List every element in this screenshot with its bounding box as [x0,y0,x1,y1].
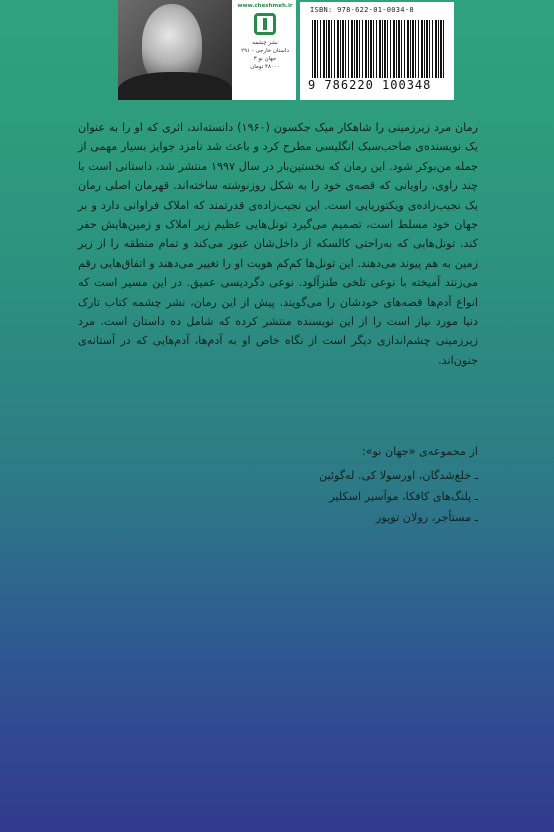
publisher-box [234,0,296,100]
barcode-box [300,2,454,100]
publisher-name: نشر چشمه [252,40,278,46]
series-list [78,445,478,528]
publisher-collection: جهانِ نو ۳ [253,56,277,62]
series-item: ـ پلنگ‌های کافکا، موآسیر اسکلیر [329,490,478,503]
author-shoulders [118,72,232,100]
publisher-logo-icon [254,13,276,35]
series-title: از مجموعه‌ی «جهان نو»: [361,445,478,458]
synopsis-text: رمان مرد زیرزمینی را شاهکار میک جکسون (۱۹۶۰) دانسته‌اند، اثری که او را به عنوان یک نویسنده‌ی صاحب‌سبک انگلیسی مطرح کرد و باعث شد نامزد جوایز بسیار مهمی از جمله من‌بوکر شود. این رمان که نخستین‌بار در سال ۱۹۹۷ منتشر شد، داستانی است با چند راوی، راویانی که قصه‌ی خود را به شکل روزنوشته ساخته‌اند. قهرمان اصلی رمان یک نجیب‌زاده‌ی ویکتوریایی است. این نجیب‌زاده‌ی قدرتمند که املاک فراوانی دارد و بر جهان خود مسلط است، تصمیم می‌گیرد تونل‌هایی عظیم زیر املاک و زمین‌هایش حفر کند. تونل‌هایی که به‌راحتی کالسکه از داخل‌شان عبور می‌کند و تمام منطقه را از زیر زمین به هم پیوند می‌دهند. این تونل‌ها کم‌کم هویت او را تغییر می‌دهند و اتفاق‌هایی رقم می‌زنند آمیخته با نوعی تلخی طنزآلود. نوعی دگردیسی عمیق. در این مسیر است که انواع آدم‌ها قصه‌های خودشان را می‌گویند. پیش از این رمان، نشر چشمه کتاب تارک دنیا مورد نیاز است را از این نویسنده منتشر کرده که شامل ده داستان است. مرد زیرزمینی چشم‌اندازی دیگر است از نگاه خاص او به آدم‌ها، آدم‌هایی که در آستانه‌ی جنون‌اند. [78,121,478,367]
series-item: ـ خلع‌شدگان، اورسولا کی. له‌گوئین [318,469,478,482]
author-photo [118,0,234,100]
series-item: ـ مستأجر، رولان توپور [376,511,478,524]
isbn-text: ISBN: 978-622-01-0034-8 [310,6,414,14]
barcode-number: 9 786220 100348 [308,78,432,92]
price-label: ۴۸۰۰۰ تومان [250,64,280,70]
barcode-icon [312,20,446,78]
publisher-series-number: داستان خارجی - ۲۹۱ [241,48,289,54]
publisher-url: www.cheshmeh.ir [237,3,293,9]
series-items [78,465,478,528]
